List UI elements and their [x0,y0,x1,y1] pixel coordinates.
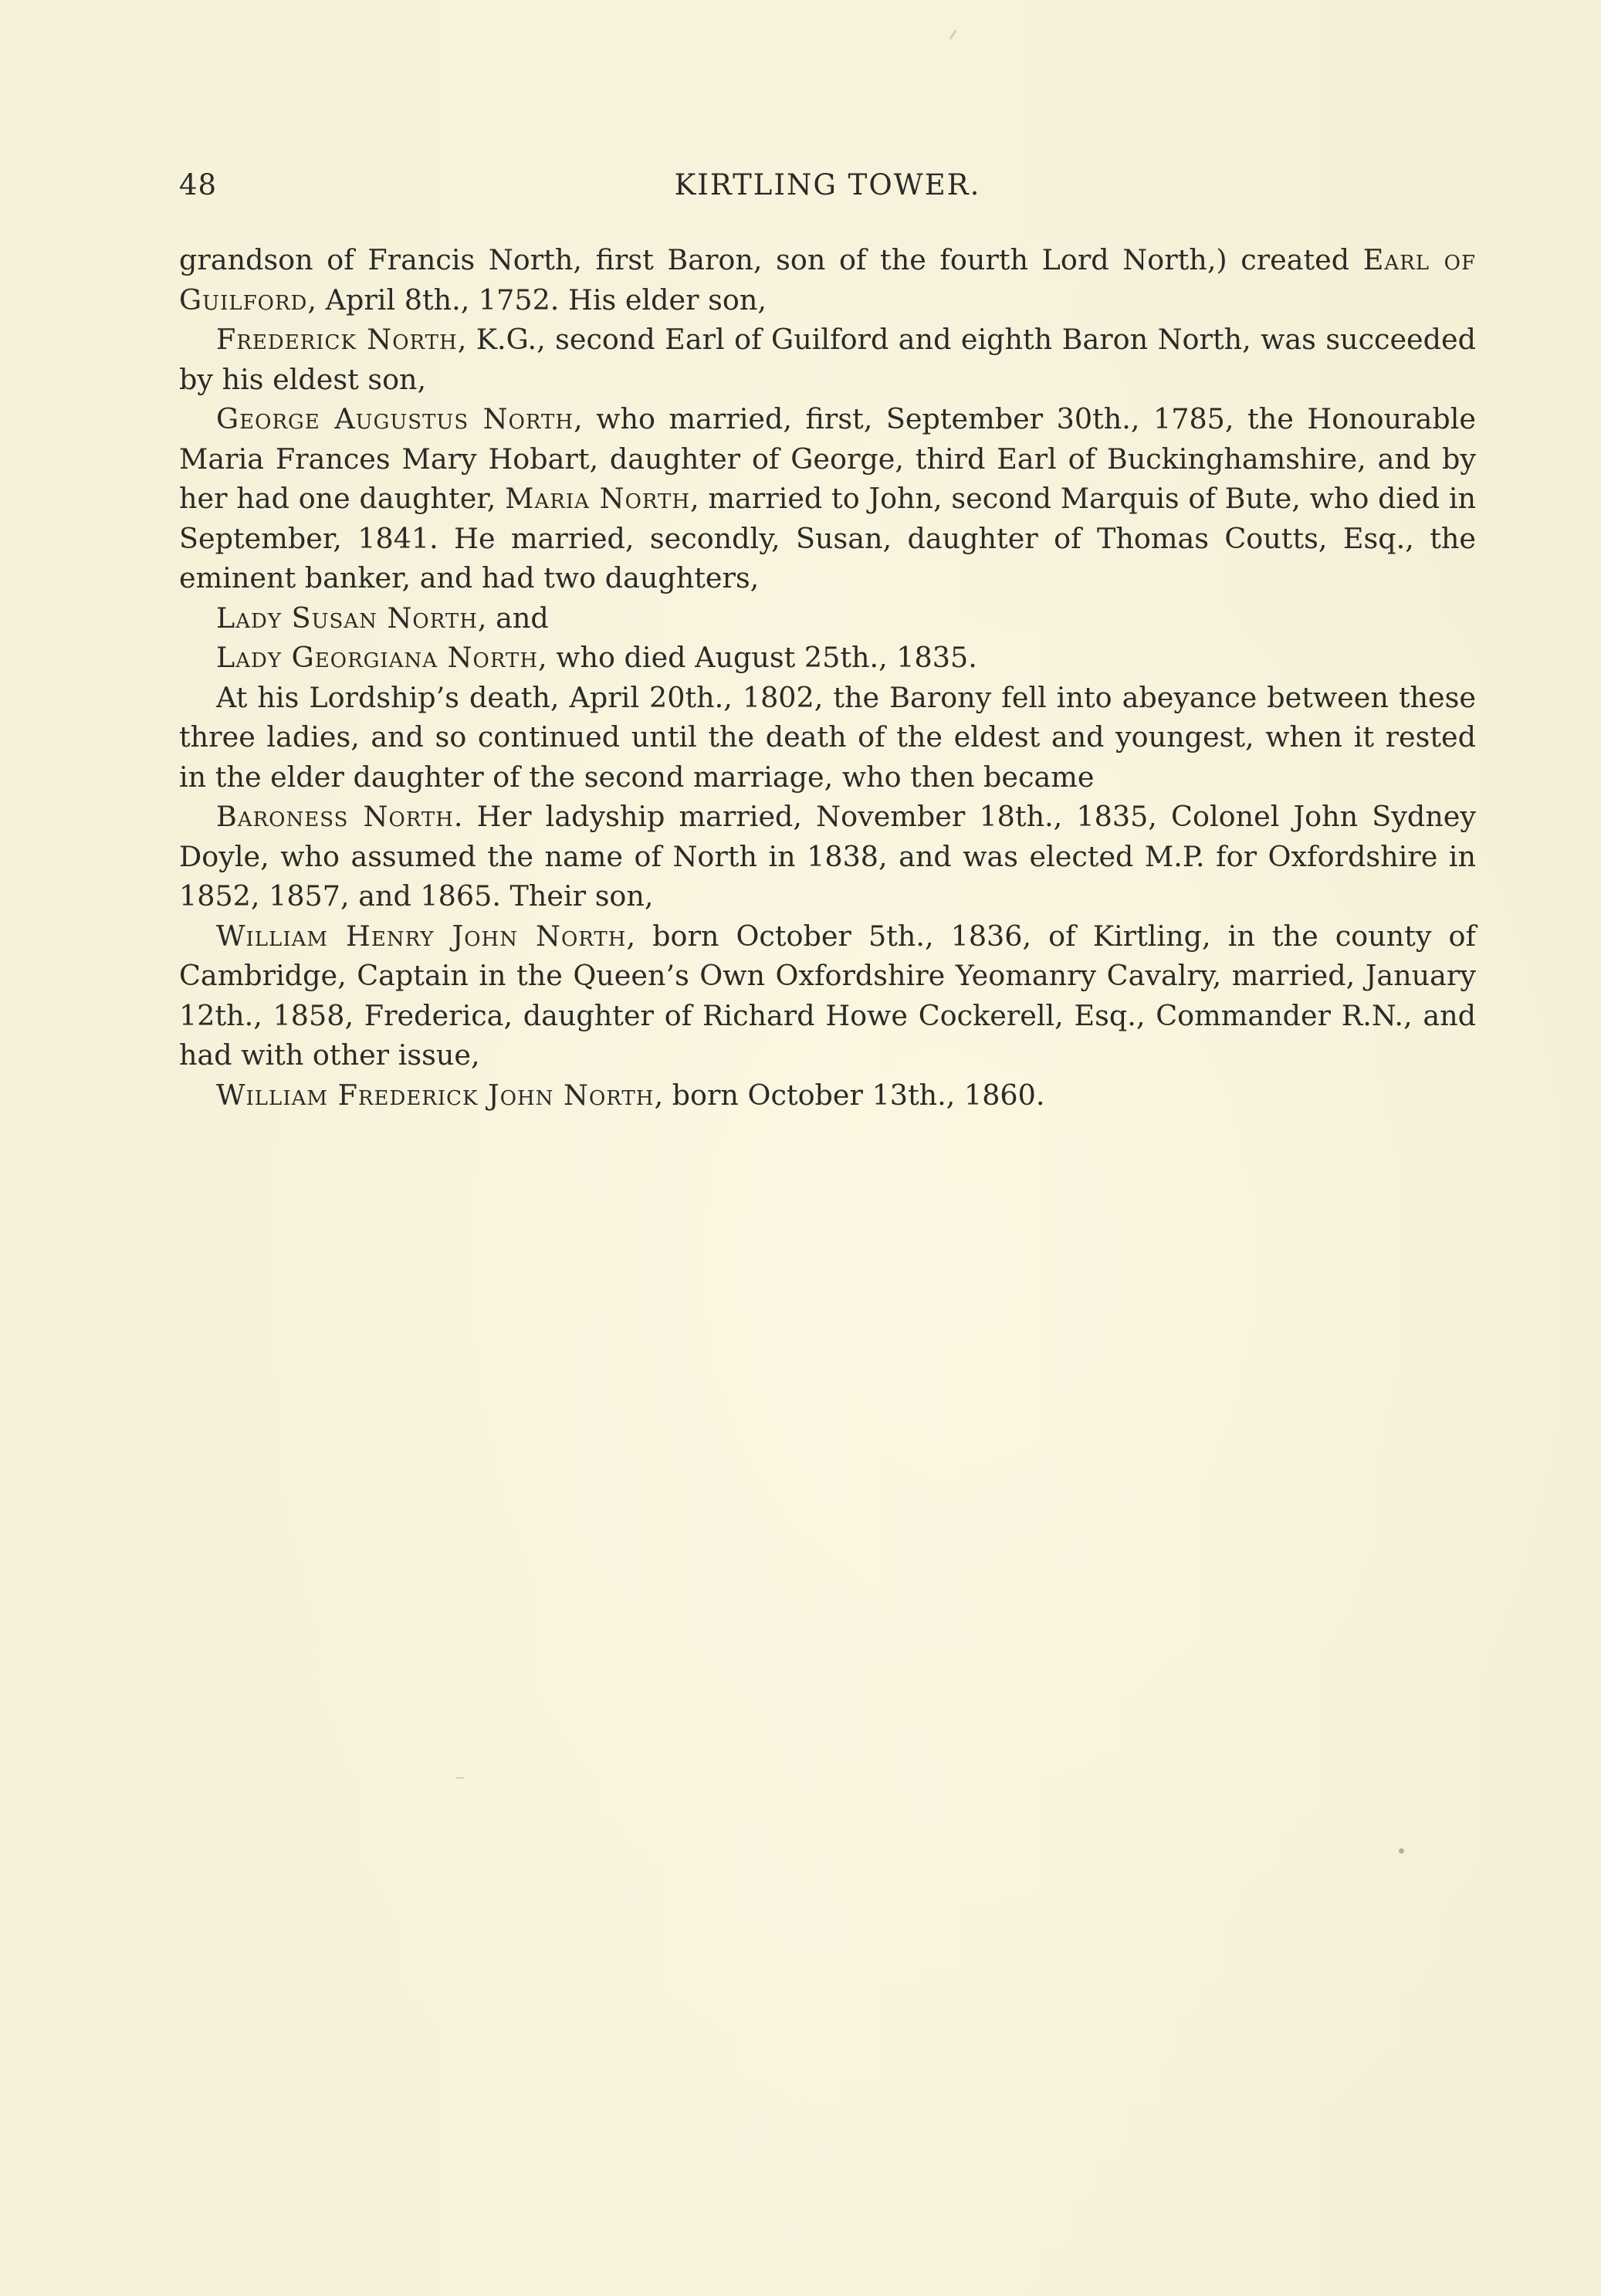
paragraph-8 [179,916,1476,1075]
text-segment: , who married, first, September 30th., 1785, the Honourable Maria Frances Mary Hobart, daughter of George, third Earl of Buckinghamshire, and by her had one daughter, [179,402,1477,515]
text-segment: , who died August 25th., 1835. [538,641,977,674]
title-name: Earl of Guilford [179,243,1476,317]
person-name: Lady Georgiana North [216,641,538,674]
paragraph-9 [179,1075,1476,1116]
body-text [179,240,1476,1115]
page-number: 48 [179,168,218,201]
text-segment: grandson of Francis North, first Baron, son of the fourth Lord North,) created [179,243,1363,276]
running-title: KIRTLING TOWER. [674,168,981,201]
text-segment: At his Lordship’s death, April 20th., 1802, the Barony fell into abeyance between these three ladies, and so continued until the death of the eldest and youngest, when it rested in the elder daughter of the second marriage, who then became [179,680,1476,794]
person-name: Lady Susan North [216,601,478,635]
paragraph-5 [179,638,1476,678]
paper-speck [949,29,956,39]
paragraph-3 [179,399,1476,598]
text-segment: , April 8th., 1752. His elder son, [307,283,767,317]
paragraph-7 [179,797,1476,916]
text-segment: . Her ladyship married, November 18th., 1835, Colonel John Sydney Doyle, who assumed the name of North in 1838, and was elected M.P. for Oxfordshire in 1852, 1857, and 1865. Their son, [179,800,1476,913]
text-segment: , married to John, second Marquis of Bute, who died in September, 1841. He married, secondly, Susan, daughter of Thomas Coutts, Esq., the eminent banker, and had two daughters, [179,482,1477,594]
paragraph-2 [179,320,1476,399]
person-name: William Henry John North [216,919,627,953]
paragraph-1 [179,240,1476,320]
person-name: George Augustus North [216,402,574,435]
person-name: Frederick North [216,323,458,356]
paper-speck [455,1777,465,1779]
running-head [179,168,1476,208]
text-segment: , and [477,601,549,635]
text-segment: , K.G., second Earl of Guilford and eighth Baron North, was succeeded by his eldest son, [179,323,1476,396]
person-name: William Frederick John North [216,1078,655,1112]
person-name: Maria North [505,482,691,515]
paragraph-4 [179,598,1476,638]
person-name: Baroness North [216,800,454,833]
text-segment: , born October 13th., 1860. [654,1078,1045,1112]
text-segment: , born October 5th., 1836, of Kirtling, in the county of Cambridge, Captain in the Queen’s Own Oxfordshire Yeomanry Cavalry, married, January 12th., 1858, Frederica, daughter of Richard Howe Cockerell, Esq., Commander R.N., and had with other issue, [179,919,1476,1072]
paragraph-6 [179,678,1476,798]
paper-speck [1399,1848,1404,1854]
